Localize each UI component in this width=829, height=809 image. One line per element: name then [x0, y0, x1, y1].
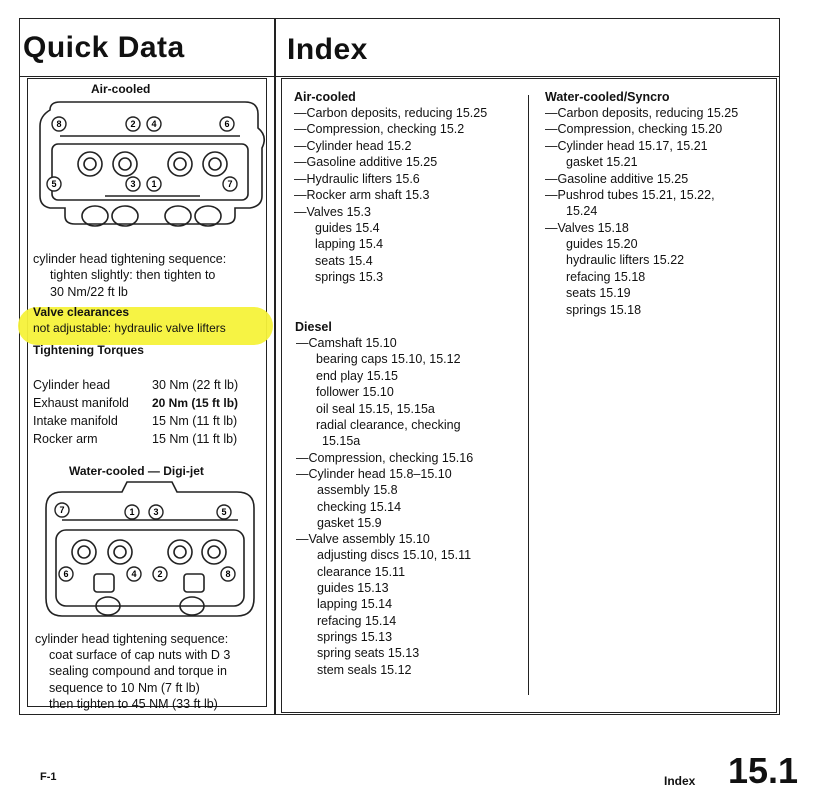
- index-entry: follower 15.10: [316, 385, 394, 399]
- svg-text:5: 5: [51, 179, 57, 189]
- index-entry: assembly 15.8: [317, 483, 398, 497]
- page-number: 15.1: [728, 750, 799, 791]
- index-entry: springs 15.3: [315, 270, 384, 284]
- index-diesel-heading: Diesel: [295, 320, 332, 334]
- index-entry: checking 15.14: [317, 500, 402, 514]
- index-entry: gasket 15.9: [317, 516, 382, 530]
- svg-text:7: 7: [59, 505, 65, 515]
- svg-text:8: 8: [56, 119, 62, 129]
- bolt-marker: [147, 177, 161, 191]
- bolt-marker: [52, 117, 66, 131]
- index-entry: —Carbon deposits, reducing 15.25: [294, 106, 488, 120]
- svg-text:6: 6: [63, 569, 69, 579]
- index-entry: —Rocker arm shaft 15.3: [294, 188, 430, 202]
- bolt-marker: [153, 567, 167, 581]
- svg-text:3: 3: [153, 507, 159, 517]
- index-entry: —Compression, checking 15.16: [296, 451, 474, 465]
- footer-section-label: Index: [664, 774, 696, 788]
- svg-text:1: 1: [151, 179, 157, 189]
- valve-clearances-heading: Valve clearances: [33, 305, 130, 319]
- index-entry: gasket 15.21: [566, 155, 638, 169]
- index-entry: radial clearance, checking: [316, 418, 461, 432]
- index-entry: stem seals 15.12: [317, 663, 412, 677]
- index-entry: —Carbon deposits, reducing 15.25: [545, 106, 739, 120]
- tightening-torques-heading: Tightening Torques: [33, 343, 144, 357]
- index-entry: end play 15.15: [316, 369, 399, 383]
- index-air-cooled-heading: Air-cooled: [294, 90, 356, 104]
- index-entry: seats 15.4: [315, 254, 373, 268]
- index-entry: —Camshaft 15.10: [296, 336, 397, 350]
- index-title: Index: [287, 33, 368, 66]
- air-cooled-label: Air-cooled: [91, 82, 151, 96]
- water-seq-line: cylinder head tightening sequence:: [35, 632, 229, 646]
- bolt-marker: [47, 177, 61, 191]
- water-seq-line: then tighten to 45 NM (33 ft lb): [49, 697, 218, 711]
- air-cooled-head-diagram: [30, 96, 270, 236]
- torque-part: Exhaust manifold: [33, 396, 129, 410]
- svg-text:2: 2: [130, 119, 136, 129]
- svg-text:2: 2: [157, 569, 163, 579]
- index-entry: guides 15.20: [566, 237, 638, 251]
- index-entry: oil seal 15.15, 15.15a: [316, 402, 435, 416]
- torque-value: 30 Nm (22 ft lb): [152, 378, 239, 392]
- torque-part: Intake manifold: [33, 414, 118, 428]
- index-water-cooled-heading: Water-cooled/Syncro: [545, 90, 670, 104]
- svg-text:4: 4: [151, 119, 157, 129]
- index-entry: clearance 15.11: [317, 565, 406, 579]
- index-entry: —Compression, checking 15.20: [545, 122, 723, 136]
- index-entry: guides 15.4: [315, 221, 380, 235]
- index-entry: 15.15a: [322, 434, 361, 448]
- index-entry: —Cylinder head 15.8–15.10: [296, 467, 452, 481]
- index-entry: seats 15.19: [566, 286, 631, 300]
- index-entry: bearing caps 15.10, 15.12: [316, 352, 461, 366]
- bolt-marker: [126, 177, 140, 191]
- torque-value: 15 Nm (11 ft lb): [152, 432, 238, 446]
- bolt-marker: [55, 503, 69, 517]
- svg-text:7: 7: [227, 179, 233, 189]
- bolt-marker: [223, 177, 237, 191]
- torque-part: Cylinder head: [33, 378, 111, 392]
- index-entry: —Compression, checking 15.2: [294, 122, 465, 136]
- index-entry: —Valve assembly 15.10: [296, 532, 430, 546]
- torque-part: Rocker arm: [33, 432, 98, 446]
- water-seq-line: sequence to 10 Nm (7 ft lb): [49, 681, 200, 695]
- svg-text:3: 3: [130, 179, 136, 189]
- water-cooled-label: Water-cooled — Digi-jet: [69, 464, 204, 478]
- air-seq-line: tighten slightly: then tighten to: [50, 268, 216, 282]
- index-entry: spring seats 15.13: [317, 646, 420, 660]
- bolt-marker: [217, 505, 231, 519]
- svg-text:6: 6: [224, 119, 230, 129]
- svg-text:8: 8: [225, 569, 231, 579]
- quick-data-title: Quick Data: [23, 31, 185, 64]
- bolt-marker: [220, 117, 234, 131]
- index-entry: —Valves 15.18: [545, 221, 629, 235]
- valve-clearances-text: not adjustable: hydraulic valve lifters: [33, 321, 226, 335]
- index-entry: —Hydraulic lifters 15.6: [294, 172, 420, 186]
- index-entry: guides 15.13: [317, 581, 389, 595]
- index-entry: —Cylinder head 15.2: [294, 139, 412, 153]
- index-entry: lapping 15.4: [315, 237, 384, 251]
- column-divider: [528, 95, 529, 695]
- bolt-marker: [126, 117, 140, 131]
- bolt-marker: [125, 505, 139, 519]
- index-entry: springs 15.13: [317, 630, 393, 644]
- index-entry: —Gasoline additive 15.25: [545, 172, 689, 186]
- bolt-marker: [147, 117, 161, 131]
- index-entry: —Pushrod tubes 15.21, 15.22,: [545, 188, 715, 202]
- air-seq-line: cylinder head tightening sequence:: [33, 252, 227, 266]
- svg-text:1: 1: [129, 507, 135, 517]
- index-entry: —Cylinder head 15.17, 15.21: [545, 139, 708, 153]
- index-entry: lapping 15.14: [317, 597, 393, 611]
- bolt-marker: [59, 567, 73, 581]
- bolt-marker: [221, 567, 235, 581]
- index-entry: springs 15.18: [566, 303, 642, 317]
- water-cooled-head-diagram: [32, 478, 268, 626]
- torque-value: 15 Nm (11 ft lb): [152, 414, 238, 428]
- water-seq-line: sealing compound and torque in: [49, 664, 227, 678]
- svg-text:5: 5: [221, 507, 227, 517]
- index-entry: refacing 15.14: [317, 614, 397, 628]
- water-seq-line: coat surface of cap nuts with D 3: [49, 648, 231, 662]
- index-entry: 15.24: [566, 204, 598, 218]
- index-entry: adjusting discs 15.10, 15.11: [317, 548, 472, 562]
- footer-code: F-1: [40, 771, 57, 783]
- index-entry: hydraulic lifters 15.22: [566, 253, 685, 267]
- bolt-marker: [149, 505, 163, 519]
- air-seq-line: 30 Nm/22 ft lb: [50, 285, 128, 299]
- torque-value: 20 Nm (15 ft lb): [152, 396, 239, 410]
- header-rule: [19, 76, 780, 77]
- bolt-marker: [127, 567, 141, 581]
- index-entry: —Gasoline additive 15.25: [294, 155, 438, 169]
- svg-text:4: 4: [131, 569, 137, 579]
- index-entry: refacing 15.18: [566, 270, 646, 284]
- index-entry: —Valves 15.3: [294, 205, 371, 219]
